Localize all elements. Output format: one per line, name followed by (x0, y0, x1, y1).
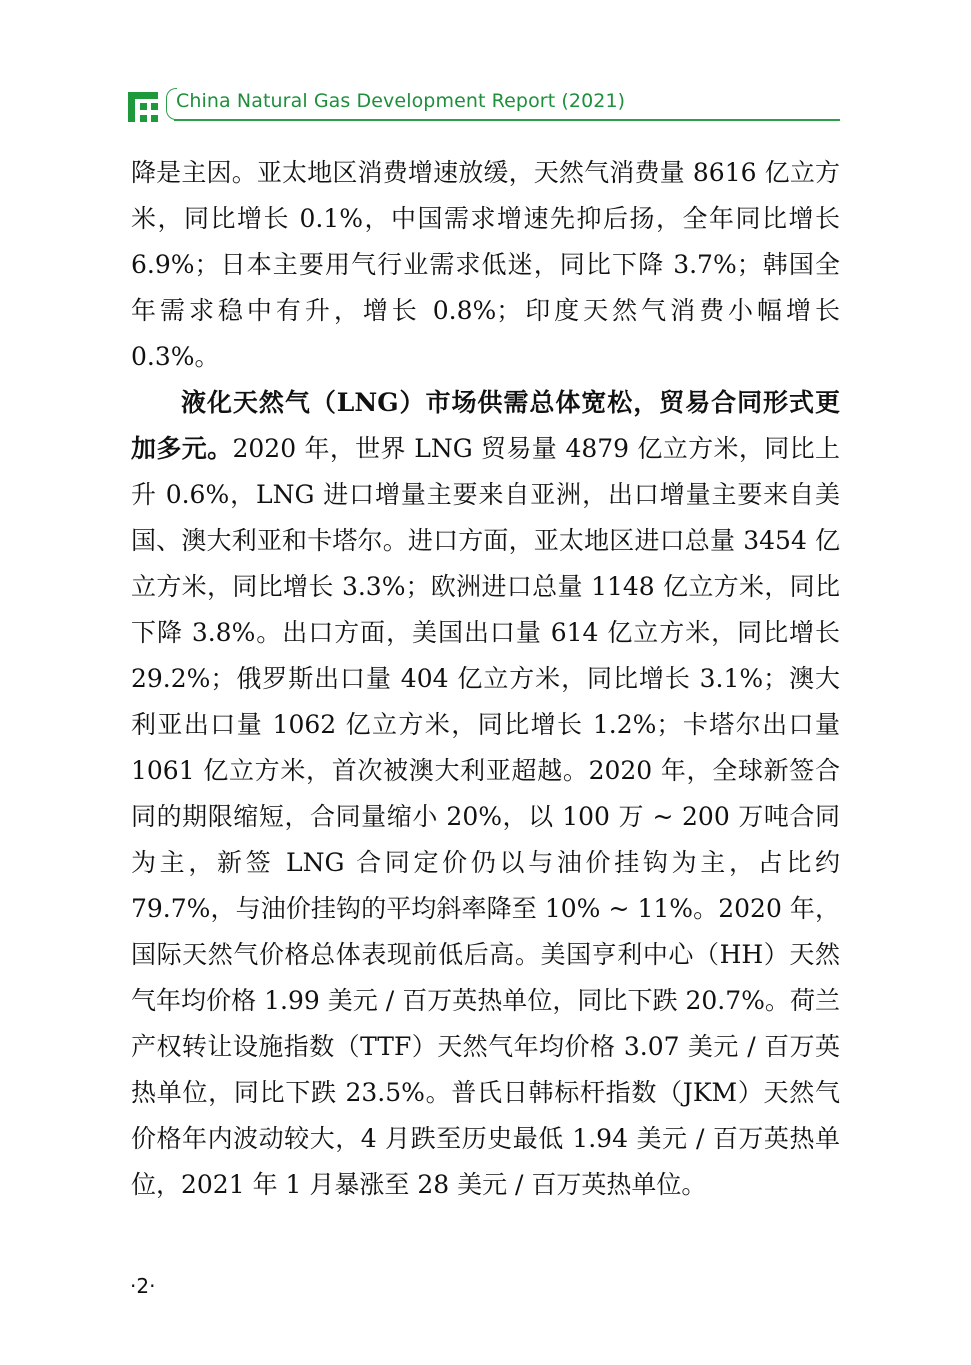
report-logo-icon (128, 92, 158, 122)
header-rule (174, 119, 840, 121)
page-body (131, 150, 840, 1208)
paragraph-consumption: 降是主因。亚太地区消费增速放缓，天然气消费量 8616 亿立方米，同比增长 0.1%，中国需求增速先抑后扬，全年同比增长 6.9%；日本主要用气行业需求低迷，同比下降 3.7%；韩国全年需求稳中有升，增长 0.8%；印度天然气消费小幅增长 0.3%。 (131, 158, 840, 371)
report-title: China Natural Gas Development Report (2021) (176, 90, 626, 112)
paragraph-lead: 液化天然气（LNG）市场供需总体宽松，贸易合同形式更加多元。 (131, 388, 840, 463)
paragraph-lng-body: 2020 年，世界 LNG 贸易量 4879 亿立方米，同比上升 0.6%，LNG 进口增量主要来自亚洲，出口增量主要来自美国、澳大利亚和卡塔尔。进口方面，亚太地区进口总量 3454 亿立方米，同比增长 3.3%；欧洲进口总量 1148 亿立方米，同比下降 3.8%。出口方面，美国出口量 614 亿立方米，同比增长 29.2%；俄罗斯出口量 404 亿立方米，同比增长 3.1%；澳大利亚出口量 1062 亿立方米，同比增长 1.2%；卡塔尔出口量 1061 亿立方米，首次被澳大利亚超越。2020 年，全球新签合同的期限缩短，合同量缩小 20%，以 100 万 ~ 200 万吨合同为主，新签 LNG 合同定价仍以与油价挂钩为主，占比约 79.7%，与油价挂钩的平均斜率降至 10% ~ 11%。2020 年，国际天然气价格总体表现前低后高。美国亨利中心（HH）天然气年均价格 1.99 美元 / 百万英热单位，同比下跌 20.7%。荷兰产权转让设施指数（TTF）天然气年均价格 3.07 美元 / 百万英热单位，同比下跌 23.5%。普氏日韩标杆指数（JKM）天然气价格年内波动较大，4 月跌至历史最低 1.94 美元 / 百万英热单位，2021 年 1 月暴涨至 28 美元 / 百万英热单位。 (131, 434, 840, 1199)
running-header (128, 86, 840, 122)
paragraph-lng (131, 380, 840, 1208)
page-number: ·2· (130, 1274, 156, 1298)
